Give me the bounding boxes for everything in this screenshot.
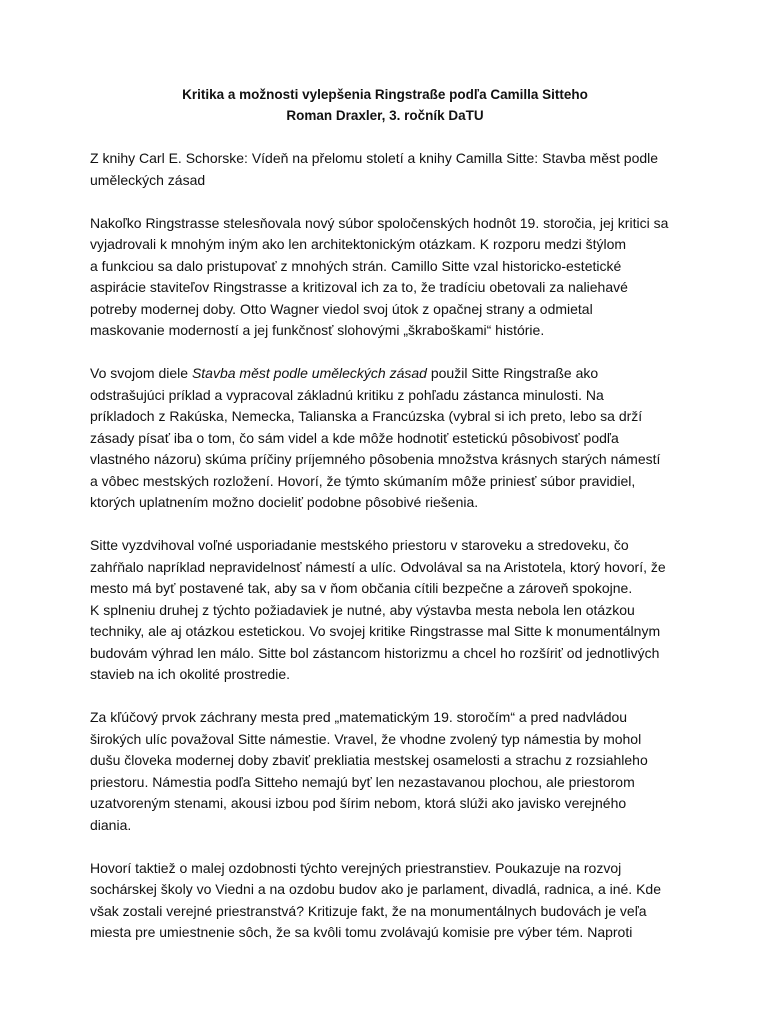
- text-line: miesta pre umiestnenie sôch, že sa kvôli tomu zvolávajú komisie pre výber tém. Naproti: [90, 924, 633, 940]
- text-line: Hovorí taktiež o malej ozdobnosti týchto verejných priestranstiev. Poukazuje na rozvoj: [90, 859, 622, 876]
- text-line: diania.: [90, 816, 132, 833]
- text-prefix: Vo svojom diele: [90, 365, 192, 381]
- text-line: sochárskej školy vo Viedni a na ozdobu budov ako je parlament, divadlá, radnica, a iné. Kde: [90, 881, 661, 897]
- text-line: zásady písať iba o tom, čo sám videl a kde môže hodnotiť estetickú pôsobivosť podľa: [90, 429, 619, 446]
- text-suffix: použil Sitte Ringstraße ako: [426, 365, 599, 381]
- text-line: K splneniu druhej z týchto požiadaviek je nutné, aby výstavba mesta nebola len otázkou: [90, 601, 635, 618]
- paragraph-namestie: [90, 707, 680, 836]
- document-page: [90, 84, 680, 965]
- text-line: uzatvoreným stenami, akousi izbou pod šírim nebom, ktorá slúži ako javisko verejného: [90, 795, 627, 811]
- text-line: príkladoch z Rakúska, Nemecka, Talianska a Francúzska (vybral si ich preto, lebo sa drží: [90, 408, 643, 424]
- text-line: Nakoľko Ringstrasse stelesňovala nový súbor spoločenských hodnôt 19. storočia, jej kritici sa: [90, 214, 669, 231]
- text-line: vlastného názoru) skúma príčiny príjemného pôsobenia množstva krásnych starých námestí: [90, 451, 661, 467]
- text-line: dušu človeka modernej doby zbaviť prekliatia mestskej osamelosti a strachu z rozsiahleho: [90, 752, 648, 768]
- text-line: však zostali verejné priestranstvá? Kritizuje fakt, že na monumentálnych budovách je veľa: [90, 902, 647, 919]
- text-line: odstrašujúci príklad a vypracoval základnú kritiku z pohľadu zástanca minulosti. Na: [90, 386, 604, 403]
- paragraph-ozdobnost: [90, 858, 680, 944]
- text-line: budovám výhrad len málo. Sitte bol zástancom historizmu a chcel ho rozšíriť od jednotlivých: [90, 644, 660, 661]
- text-line: aspirácie staviteľov Ringstrasse a kritizoval ich za to, že tradíciu obetovali za naliehavé: [90, 279, 628, 295]
- text-line: ktorých uplatnením možno docieliť podobne pôsobivé riešenia.: [90, 494, 479, 510]
- document-author-line: Roman Draxler, 3. ročník DaTU: [286, 108, 484, 123]
- text-line: Sitte vyzdvihoval voľné usporiadanie mestského priestoru v staroveku a stredoveku, čo: [90, 537, 629, 553]
- text-line: Z knihy Carl E. Schorske: Vídeň na přelomu století a knihy Camilla Sitte: Stavba měst podle: [90, 150, 659, 166]
- text-line: zahŕňalo napríklad nepravidelnosť námestí a ulíc. Odvolával sa na Aristotela, ktorý hovorí, že: [90, 558, 666, 575]
- text-line: mesto má byť postavené tak, aby sa v ňom občania cítili bezpečne a zároveň spokojne.: [90, 580, 633, 596]
- text-line: Za kľúčový prvok záchrany mesta pred „matematickým 19. storočím“ a pred nadvládou: [90, 709, 628, 725]
- paragraph-sitte-space: [90, 535, 680, 686]
- document-title: Kritika a možnosti vylepšenia Ringstraße podľa Camilla Sitteho: [182, 87, 588, 102]
- text-line: techniky, ale aj otázkou estetickou. Vo svojej kritike Ringstrasse mal Sitte k monumentálnym: [90, 623, 661, 639]
- text-line: a funkciou sa dalo pristupovať z mnohých strán. Camillo Sitte vzal historicko-estetické: [90, 257, 622, 274]
- text-line: vyjadrovali k mnohým iným ako len architektonickým otázkam. K rozporu medzi štýlom: [90, 236, 627, 252]
- text-line: priestoru. Námestia podľa Sitteho nemajú byť len nezastavanou plochou, ale priestorom: [90, 773, 635, 790]
- text-line: maskovanie moderností a jej funkčnosť slohovými „škraboškami“ histórie.: [90, 322, 545, 338]
- paragraph-source: [90, 148, 680, 191]
- text-line: širokých ulíc považoval Sitte námestie. Vravel, že vhodne zvolený typ námestia by mohol: [90, 730, 642, 747]
- document-title-block: [90, 84, 680, 126]
- text-line: a vôbec mestských rozložení. Hovorí, že týmto skúmaním môže priniesť súbor pravidiel,: [90, 472, 636, 489]
- book-title-italic: Stavba měst podle uměleckých zásad: [191, 365, 427, 381]
- text-line: potreby modernej doby. Otto Wagner viedol svoj útok z opačnej strany a odmietal: [90, 300, 593, 317]
- paragraph-intro: [90, 213, 680, 342]
- text-line: [90, 363, 680, 385]
- text-line: uměleckých zásad: [90, 171, 206, 188]
- paragraph-stavba: [90, 363, 680, 514]
- text-line: stavieb na ich okolité prostredie.: [90, 666, 290, 682]
